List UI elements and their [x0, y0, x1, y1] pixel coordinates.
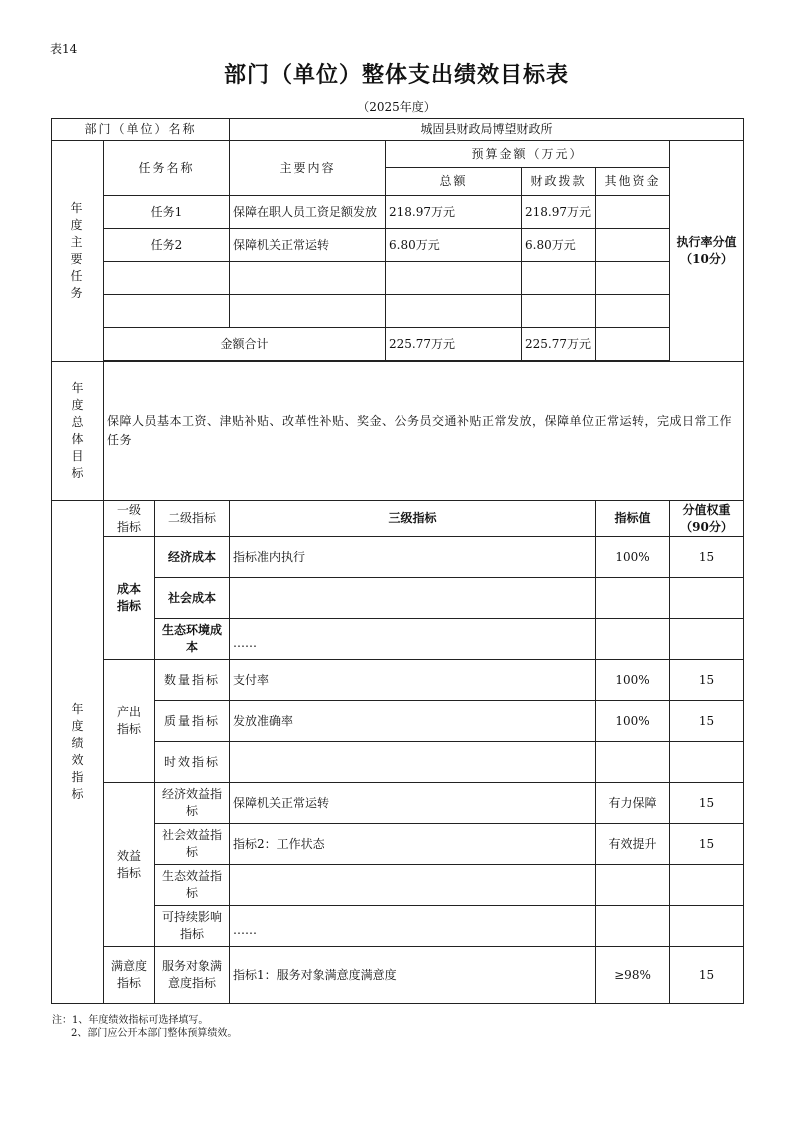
sum-row — [52, 328, 744, 361]
level2-header: 二级指标 — [155, 501, 230, 537]
task-total: 6.80万元 — [386, 229, 522, 262]
table-row — [52, 196, 744, 229]
level1-header: 一级指标 — [104, 501, 155, 537]
table-number: 表14 — [50, 42, 78, 56]
table-row — [52, 742, 744, 783]
indicator-weight — [670, 865, 744, 906]
level2-cell: 服务对象满意度指标 — [155, 947, 230, 1004]
table-row — [52, 537, 744, 578]
task-name: 任务2 — [104, 229, 230, 262]
indicator-value: 100% — [596, 660, 670, 701]
level2-cell: 质量指标 — [155, 701, 230, 742]
level2-cell: 可持续影响指标 — [155, 906, 230, 947]
indicator-weight: 15 — [670, 824, 744, 865]
page-year: （2025年度） — [357, 100, 436, 114]
level3-cell — [230, 578, 596, 619]
indicator-value: 有效提升 — [596, 824, 670, 865]
output-group-label: 产出指标 — [104, 660, 155, 783]
cost-group-label: 成本指标 — [104, 537, 155, 660]
level2-cell: 生态环境成本 — [155, 619, 230, 660]
task-other — [596, 229, 670, 262]
value-header: 指标值 — [596, 501, 670, 537]
level3-cell: 发放准确率 — [230, 701, 596, 742]
level2-cell: 数量指标 — [155, 660, 230, 701]
indicators-section-label: 年度绩效指标 — [52, 501, 104, 1004]
table-row — [52, 262, 744, 295]
indicator-weight: 15 — [670, 660, 744, 701]
footnotes — [52, 1014, 237, 1040]
sum-label: 金额合计 — [104, 328, 386, 361]
benefit-group-label: 效益指标 — [104, 783, 155, 947]
indicator-weight — [670, 619, 744, 660]
level3-cell — [230, 742, 596, 783]
budget-fiscal-header: 财政拨款 — [522, 168, 596, 196]
level2-cell: 社会效益指标 — [155, 824, 230, 865]
sum-total: 225.77万元 — [386, 328, 522, 361]
table-row — [52, 660, 744, 701]
level3-cell: …… — [230, 619, 596, 660]
table-row — [52, 906, 744, 947]
task-other — [596, 196, 670, 229]
indicator-weight: 15 — [670, 947, 744, 1004]
indicator-weight — [670, 906, 744, 947]
table-row — [52, 865, 744, 906]
task-fiscal: 218.97万元 — [522, 196, 596, 229]
budget-other-header: 其他资金 — [596, 168, 670, 196]
goal-label: 年度总体目标 — [52, 362, 104, 501]
satisfaction-group-label: 满意度指标 — [104, 947, 155, 1004]
task-content: 保障机关正常运转 — [230, 229, 386, 262]
budget-total-header: 总额 — [386, 168, 522, 196]
indicator-value: 有力保障 — [596, 783, 670, 824]
footnote: 注：1、年度绩效指标可选择填写。 — [52, 1015, 209, 1026]
indicator-value: ≥98% — [596, 947, 670, 1004]
task-total: 218.97万元 — [386, 196, 522, 229]
level3-cell: 保障机关正常运转 — [230, 783, 596, 824]
unit-name-label: 部门（单位）名称 — [52, 119, 230, 141]
table-row — [52, 824, 744, 865]
table-row — [52, 947, 744, 1004]
level2-cell: 生态效益指标 — [155, 865, 230, 906]
level3-cell: …… — [230, 906, 596, 947]
indicator-weight: 15 — [670, 537, 744, 578]
page-title: 部门（单位）整体支出绩效目标表 — [223, 62, 569, 88]
indicator-value — [596, 619, 670, 660]
budget-header: 预算金额（万元） — [386, 141, 670, 168]
level2-cell: 社会成本 — [155, 578, 230, 619]
indicator-value: 100% — [596, 701, 670, 742]
task-content: 保障在职人员工资足额发放 — [230, 196, 386, 229]
table-row — [52, 619, 744, 660]
level2-cell: 时效指标 — [155, 742, 230, 783]
level3-header: 三级指标 — [230, 501, 596, 537]
table-row — [52, 229, 744, 262]
level3-cell: 支付率 — [230, 660, 596, 701]
level3-cell: 指标2：工作状态 — [230, 824, 596, 865]
indicator-value — [596, 578, 670, 619]
footnote: 2、部门应公开本部门整体预算绩效。 — [71, 1028, 238, 1039]
level2-cell: 经济成本 — [155, 537, 230, 578]
level3-cell: 指标准内执行 — [230, 537, 596, 578]
weight-header: 分值权重（90分） — [670, 501, 744, 537]
indicator-value — [596, 906, 670, 947]
task-name: 任务1 — [104, 196, 230, 229]
indicator-value — [596, 865, 670, 906]
goal-text: 保障人员基本工资、津贴补贴、改革性补贴、奖金、公务员交通补贴正常发放，保障单位正常运转，完成日常工作任务 — [104, 362, 744, 501]
sum-fiscal: 225.77万元 — [522, 328, 596, 361]
level3-cell — [230, 865, 596, 906]
task-content-header: 主要内容 — [230, 141, 386, 196]
indicator-value: 100% — [596, 537, 670, 578]
indicator-value — [596, 742, 670, 783]
task-fiscal: 6.80万元 — [522, 229, 596, 262]
level2-cell: 经济效益指标 — [155, 783, 230, 824]
table-row — [52, 295, 744, 328]
task-name-header: 任务名称 — [104, 141, 230, 196]
tasks-section-label: 年度主要任务 — [52, 141, 104, 362]
indicator-weight — [670, 578, 744, 619]
indicator-weight: 15 — [670, 701, 744, 742]
table-row — [52, 783, 744, 824]
table-row — [52, 578, 744, 619]
indicator-weight: 15 — [670, 783, 744, 824]
unit-name-value: 城固县财政局博望财政所 — [230, 119, 744, 141]
performance-table — [51, 118, 744, 1004]
level3-cell: 指标1：服务对象满意度满意度 — [230, 947, 596, 1004]
table-row — [52, 701, 744, 742]
exec-score-header: 执行率分值（10分） — [670, 141, 744, 362]
indicator-weight — [670, 742, 744, 783]
